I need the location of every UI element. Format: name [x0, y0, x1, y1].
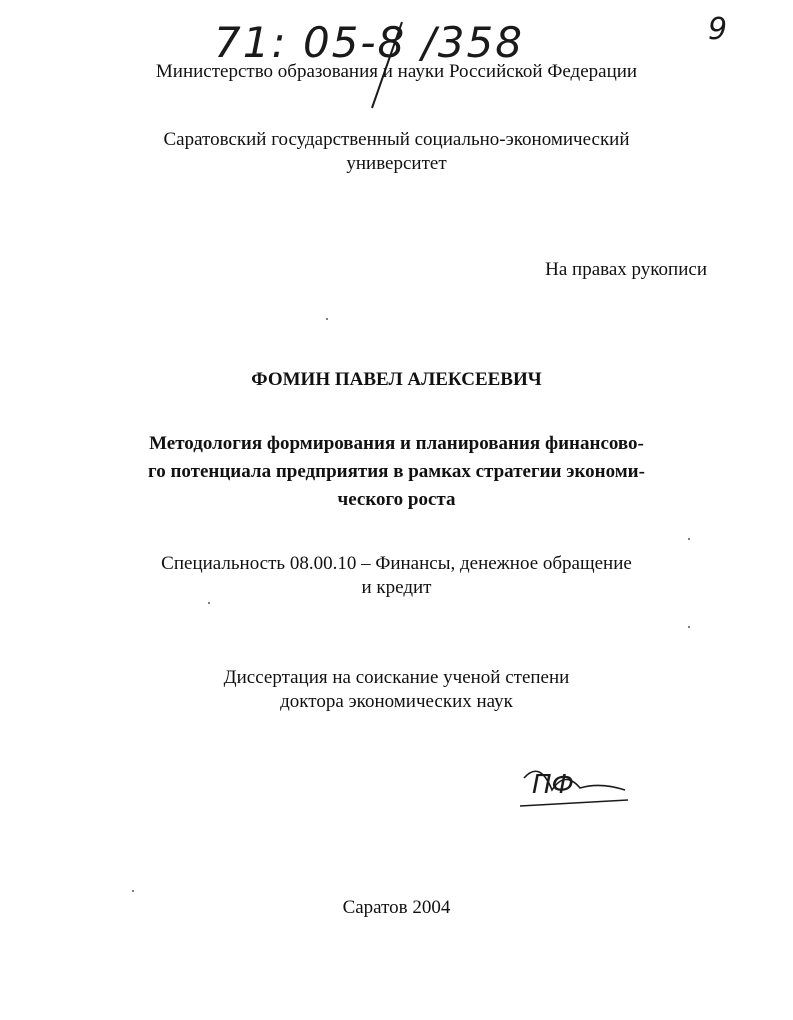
title-line-2: го потенциала предприятия в рамках стратегии экономи-: [148, 461, 645, 482]
ministry-line: Министерство образования и науки Российской Федерации: [155, 61, 638, 82]
signature-underline: [520, 800, 628, 806]
city-year: Саратов 2004: [342, 897, 451, 918]
scan-speck: [208, 602, 210, 604]
university-line-2: университет: [346, 153, 447, 174]
degree-line-2: доктора экономических наук: [280, 691, 513, 712]
scan-speck: [688, 626, 690, 628]
specialty-line-2: и кредит: [361, 577, 432, 598]
scan-speck: [688, 538, 690, 540]
handwritten-call-number: 71: 05-8 /358: [214, 18, 524, 67]
handwritten-page-number: 9: [708, 12, 728, 47]
author-name: ФОМИН ПАВЕЛ АЛЕКСЕЕВИЧ: [251, 369, 542, 390]
university-line-1: Саратовский государственный социально-экономический: [163, 129, 630, 150]
rights-note: На правах рукописи: [545, 259, 707, 280]
signature: ПФ: [532, 770, 574, 800]
scan-speck: [132, 890, 134, 892]
title-line-3: ческого роста: [337, 489, 456, 510]
scan-speck: [326, 318, 328, 320]
degree-line-1: Диссертация на соискание ученой степени: [223, 667, 570, 688]
specialty-line-1: Специальность 08.00.10 – Финансы, денежное обращение: [161, 553, 632, 574]
title-line-1: Методология формирования и планирования финансово-: [149, 433, 644, 454]
